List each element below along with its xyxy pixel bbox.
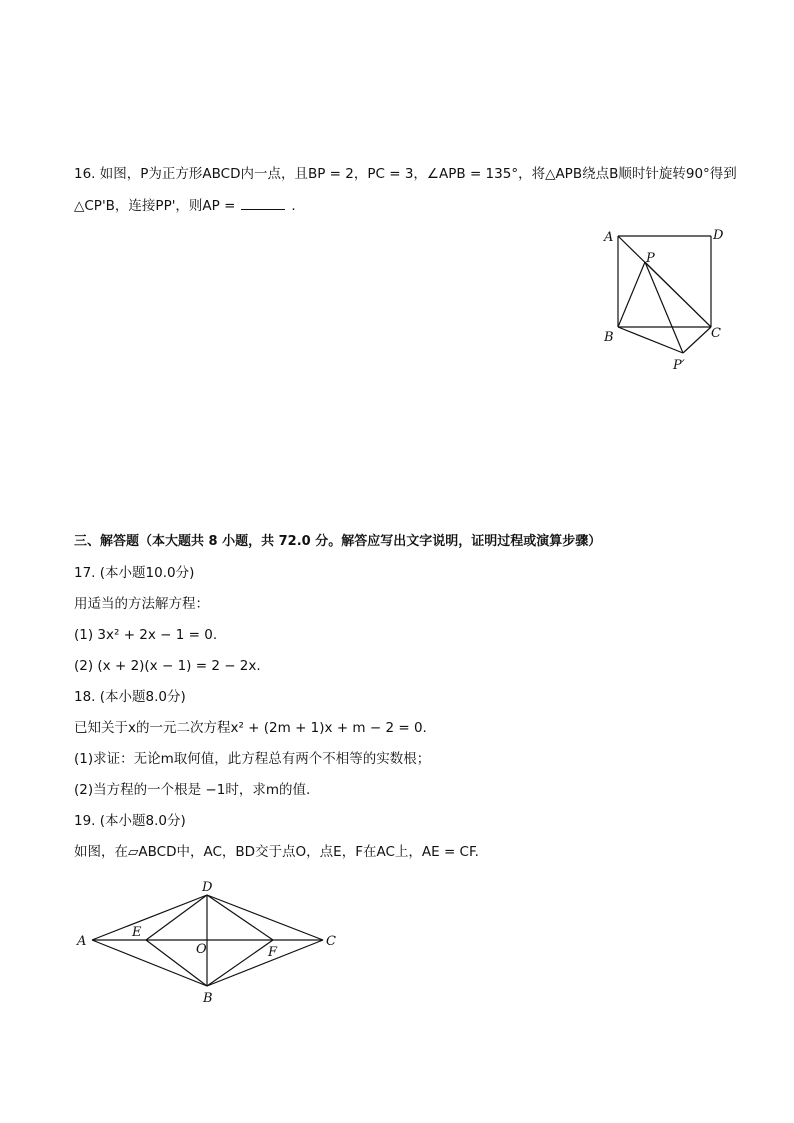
q16-figure [598, 224, 730, 374]
segment-FB [207, 940, 273, 986]
section-heading: 三、解答题（本大题共 8 小题，共 72.0 分。解答应写出文字说明，证明过程或演算步骤） [74, 534, 602, 549]
label-C: C [326, 934, 336, 949]
label-D: D [202, 880, 213, 895]
label-O: O [196, 942, 207, 957]
label-P: P [646, 251, 655, 266]
segment-DE [146, 895, 207, 940]
segment-AD [92, 895, 207, 940]
segment-PC [645, 262, 711, 327]
label-A: A [604, 230, 614, 245]
segment-CB [207, 940, 323, 986]
segment-CPprime [683, 327, 711, 353]
q18-part2: (2)当方程的一个根是 −1时，求m的值. [74, 782, 311, 798]
segment-PPprime [645, 262, 683, 353]
q17-header: 17. (本小题10.0分) [74, 565, 195, 581]
answer-blank [241, 195, 285, 210]
label-B: B [604, 330, 614, 345]
q17-prompt: 用适当的方法解方程： [74, 596, 209, 612]
segment-BA [92, 940, 207, 986]
q19-figure-lines [92, 895, 323, 986]
segment-BP [618, 262, 645, 327]
label-F: F [268, 945, 278, 960]
segment-DC [207, 895, 323, 940]
q16-line1: 16. 如图，P为正方形ABCD内一点，且BP = 2，PC = 3，∠APB = 135°，将△APB绕点B顺时针旋转90°得到 [74, 166, 737, 182]
q18-prompt: 已知关于x的一元二次方程x² + (2m + 1)x + m − 2 = 0. [74, 720, 427, 736]
q16-line2-text: △CP'B，连接PP'，则AP = [74, 198, 236, 214]
q18-header: 18. (本小题8.0分) [74, 689, 186, 705]
label-B: B [203, 991, 213, 1006]
label-A: A [77, 934, 87, 949]
q17-part1: (1) 3x² + 2x − 1 = 0. [74, 627, 218, 643]
segment-DF [207, 895, 273, 940]
q19-figure [70, 874, 344, 1010]
label-E: E [132, 925, 142, 940]
q17-part2: (2) (x + 2)(x − 1) = 2 − 2x. [74, 658, 261, 674]
q16-line2 [74, 195, 296, 216]
label-C: C [711, 326, 721, 341]
q16-figure-lines [618, 236, 711, 353]
q16-line2-end: . [291, 198, 296, 214]
q19-header: 19. (本小题8.0分) [74, 813, 186, 829]
q18-part1: (1)求证：无论m取何值，此方程总有两个不相等的实数根； [74, 751, 431, 767]
label-D: D [713, 228, 724, 243]
label-P-prime: P′ [673, 358, 685, 373]
q19-prompt: 如图，在▱ABCD中，AC，BD交于点O，点E，F在AC上，AE = CF. [74, 844, 479, 860]
